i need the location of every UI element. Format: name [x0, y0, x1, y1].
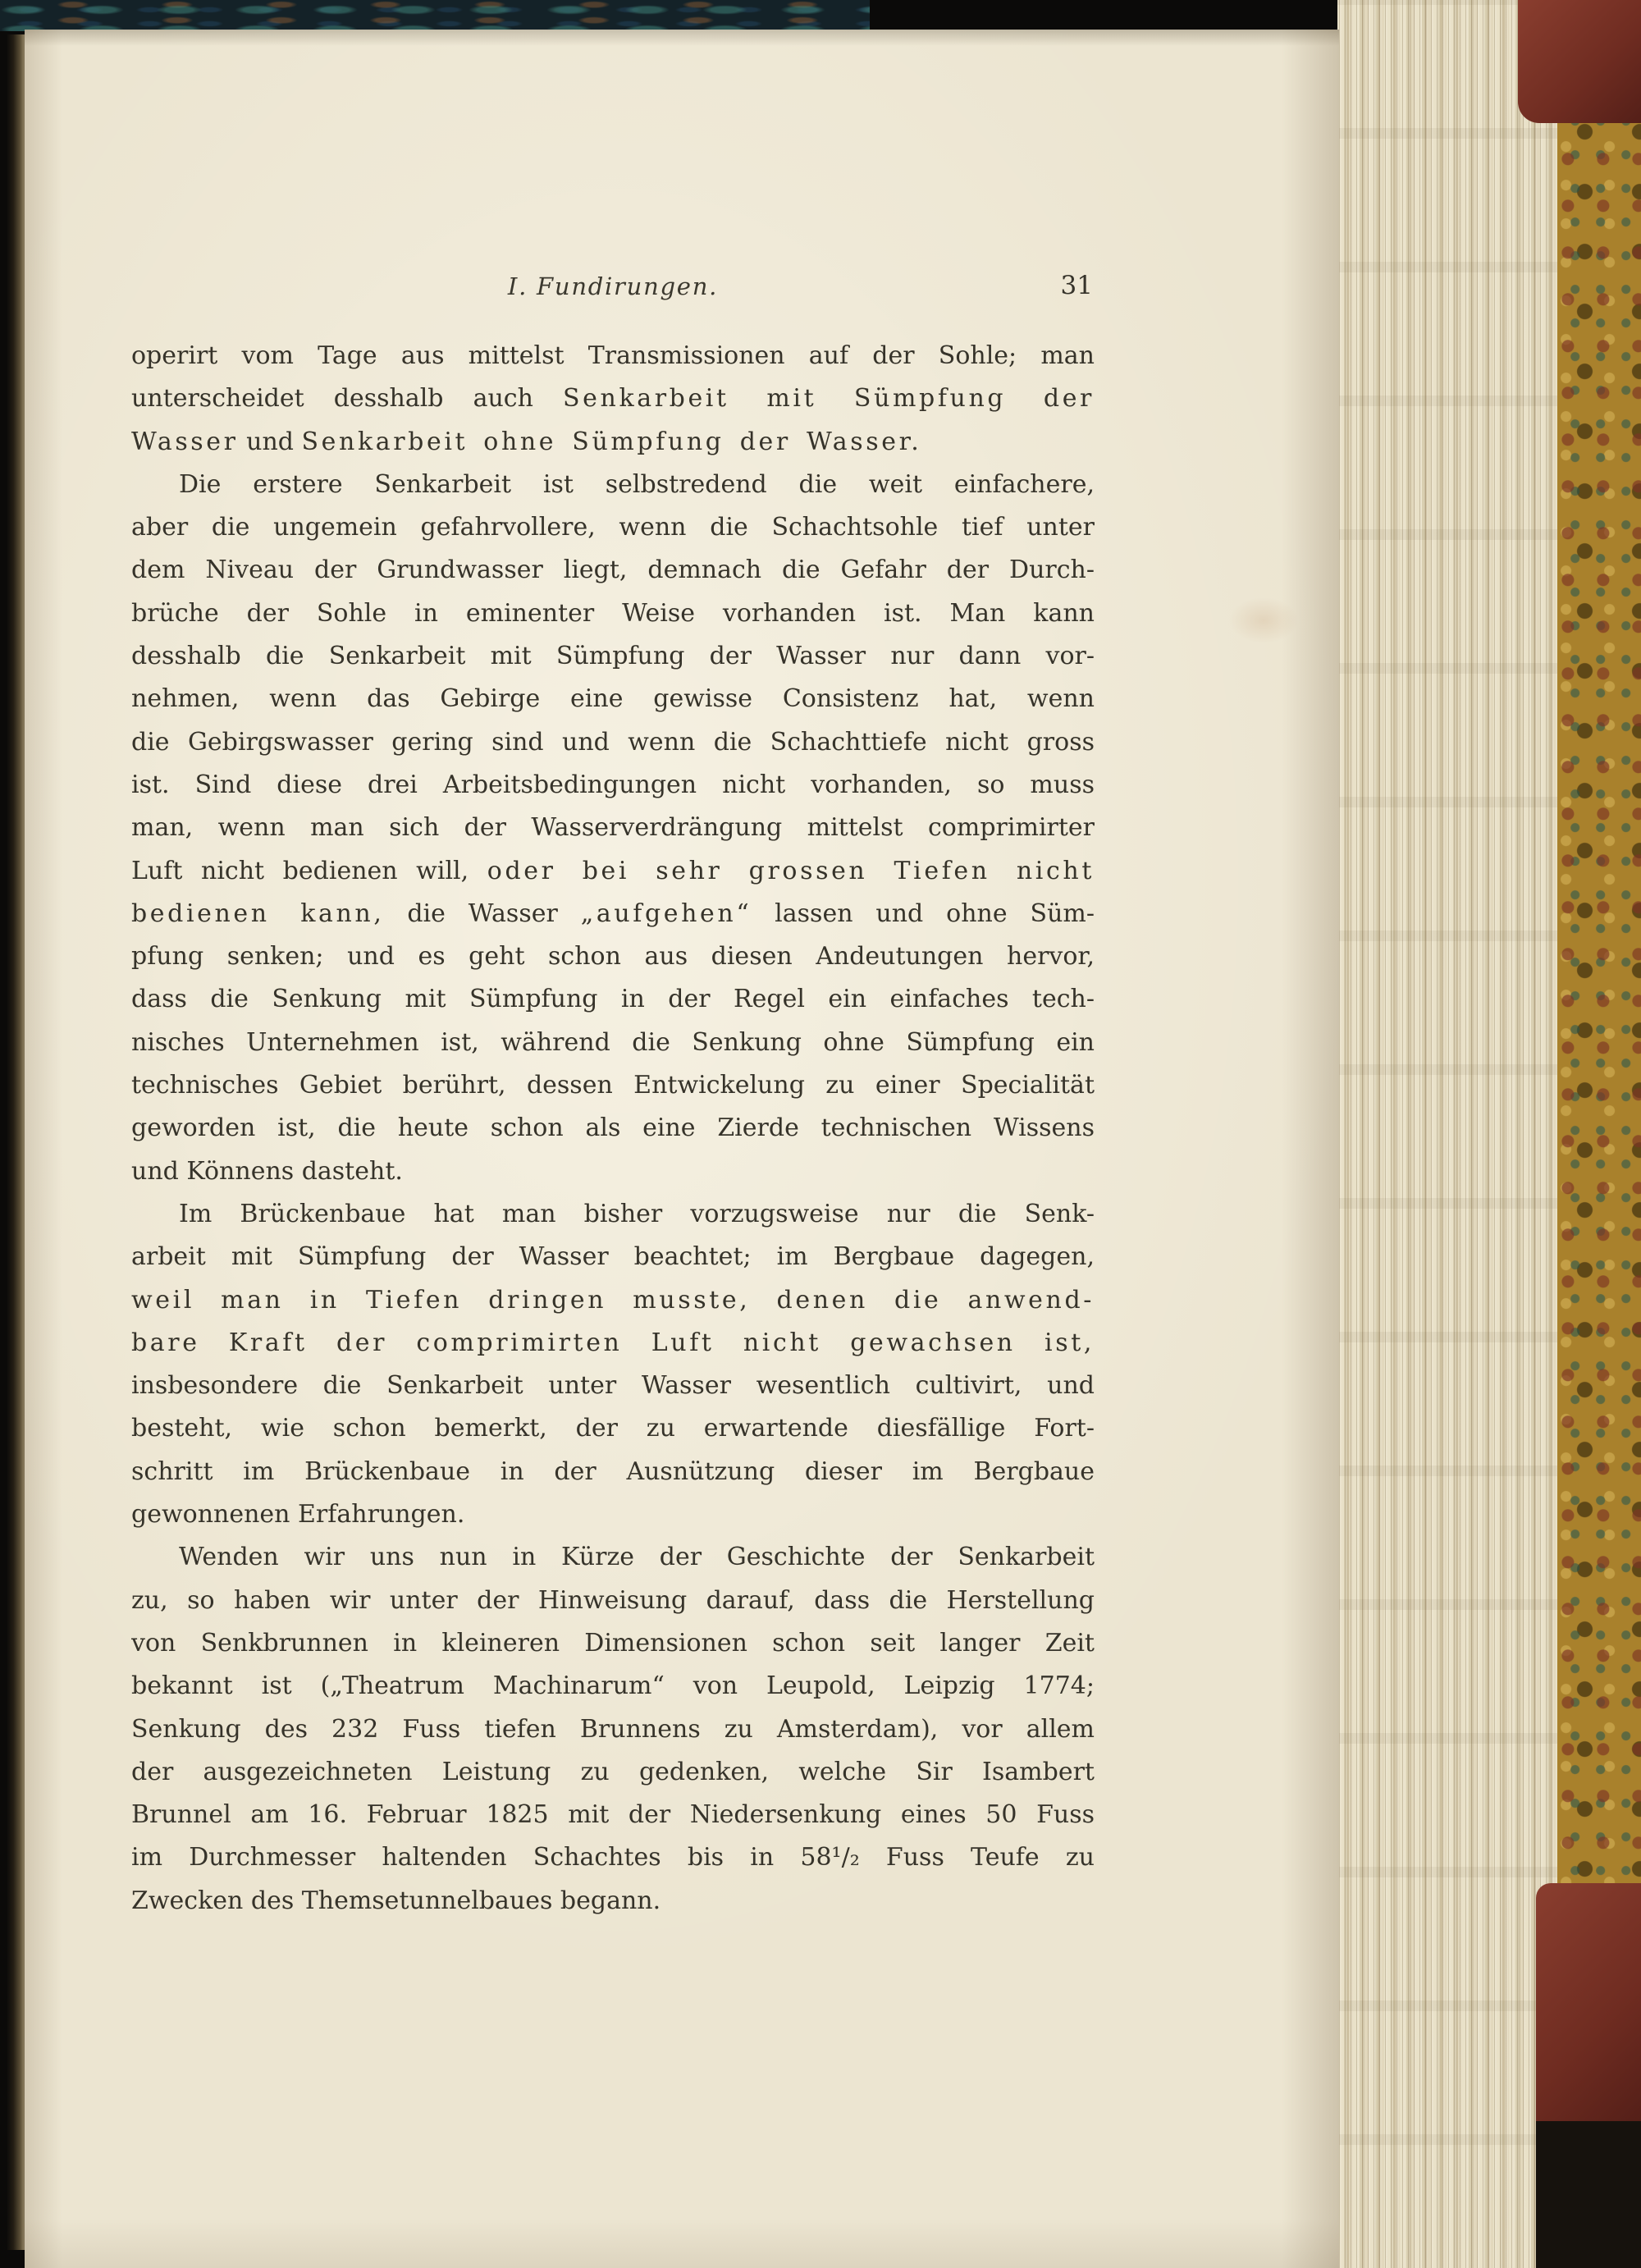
text-segment: der ausgezeichneten Leistung zu gedenken, welche Sir Isambert — [131, 1757, 1095, 1786]
text-line — [131, 1322, 1095, 1365]
text-line — [131, 1407, 1095, 1450]
page-stack-fore-edge — [1337, 0, 1561, 2268]
text-line — [131, 1451, 1095, 1493]
text-line — [131, 592, 1095, 635]
text-line — [131, 1365, 1095, 1407]
text-segment: bekannt ist („Theatrum Machinarum“ von Leupold, Leipzig 1774; — [131, 1671, 1095, 1701]
text-segment: Luft nicht bedienen will, — [131, 856, 487, 885]
text-segment: Zwecken des Themsetunnelbaues begann. — [131, 1886, 661, 1915]
text-line — [131, 335, 1095, 377]
text-segment: Senkung des 232 Fuss tiefen Brunnens zu Amsterdam), vor allem — [131, 1714, 1095, 1744]
left-page-edge — [7, 34, 26, 2250]
text-line — [131, 721, 1095, 764]
cover-shadow-bottom — [1536, 2121, 1641, 2268]
book-top-edge-marbling — [0, 0, 870, 31]
text-line — [131, 1107, 1095, 1150]
letterspaced-text: oder bei sehr grossen Tiefen nicht — [487, 856, 1095, 885]
text-line — [131, 1751, 1095, 1794]
text-segment: und Könnens dasteht. — [131, 1156, 403, 1186]
text-block — [131, 335, 1095, 1923]
text-segment: zu, so haben wir unter der Hinweisung darauf, dass die Herstellung — [131, 1585, 1095, 1615]
text-line — [131, 850, 1095, 893]
text-segment: Wenden wir uns nun in Kürze der Geschichte der Senkarbeit — [179, 1543, 1095, 1572]
text-line — [131, 1622, 1095, 1665]
text-line — [131, 1279, 1095, 1322]
text-line — [131, 1580, 1095, 1622]
text-line — [131, 1022, 1095, 1064]
text-line — [131, 506, 1095, 549]
text-line — [131, 764, 1095, 807]
text-segment: gewonnenen Erfahrungen. — [131, 1500, 465, 1530]
running-header-title: I. Fundirungen. — [507, 272, 719, 300]
paragraph — [131, 1536, 1095, 1923]
text-segment: technisches Gebiet berührt, dessen Entwickelung zu einer Specialität — [131, 1071, 1095, 1100]
leather-spine-bottom — [1536, 1883, 1641, 2123]
text-line — [131, 421, 1095, 464]
text-line — [131, 1665, 1095, 1708]
text-line — [131, 807, 1095, 849]
text-segment: brüche der Sohle in eminenter Weise vorhanden ist. Man kann — [131, 598, 1095, 628]
text-line — [131, 893, 1095, 935]
text-line — [131, 978, 1095, 1021]
text-segment: pfung senken; und es geht schon aus diesen Andeutungen hervor, — [131, 942, 1095, 972]
text-segment: dass die Senkung mit Sümpfung in der Regel ein einfaches tech- — [131, 985, 1095, 1014]
letterspaced-text: Senkarbeit ohne Sümpfung der Wasser. — [301, 427, 922, 456]
text-segment: arbeit mit Sümpfung der Wasser beachtet; im Bergbaue dagegen, — [131, 1242, 1095, 1272]
text-line — [131, 1493, 1095, 1536]
text-segment: operirt vom Tage aus mittelst Transmissionen auf der Sohle; man — [131, 341, 1095, 370]
letterspaced-text: weil man in Tiefen dringen musste, denen die anwend- — [131, 1285, 1095, 1315]
text-segment: nisches Unternehmen ist, während die Senkung ohne Sümpfung ein — [131, 1027, 1095, 1057]
text-line — [131, 464, 1095, 506]
text-line — [131, 377, 1095, 420]
text-segment: aber die ungemein gefahrvollere, wenn die Schachtsohle tief unter — [131, 513, 1095, 542]
text-segment: und — [238, 427, 302, 456]
text-segment: desshalb die Senkarbeit mit Sümpfung der Wasser nur dann vor- — [131, 642, 1095, 671]
text-segment: lassen und ohne Süm- — [752, 899, 1095, 928]
running-header — [131, 272, 1095, 309]
text-segment: ist. Sind diese drei Arbeitsbedingungen nicht vorhanden, so muss — [131, 770, 1095, 799]
text-segment: Brunnel am 16. Februar 1825 mit der Niedersenkung eines 50 Fuss — [131, 1800, 1095, 1830]
text-line — [131, 635, 1095, 678]
text-segment: im Durchmesser haltenden Schachtes bis in 58¹/₂ Fuss Teufe zu — [131, 1843, 1095, 1872]
text-segment: dem Niveau der Grundwasser liegt, demnach die Gefahr der Durch- — [131, 556, 1095, 585]
letterspaced-text: Wasser — [131, 427, 239, 456]
letterspaced-text: bare Kraft der comprimirten Luft nicht gewachsen ist, — [131, 1328, 1095, 1357]
page-number: 31 — [1060, 271, 1093, 300]
text-line — [131, 1064, 1095, 1107]
text-line — [131, 1150, 1095, 1193]
text-line — [131, 549, 1095, 592]
paragraph — [131, 1193, 1095, 1536]
text-segment: geworden ist, die heute schon als eine Zierde technischen Wissens — [131, 1113, 1095, 1143]
text-line — [131, 935, 1095, 978]
text-segment: nehmen, wenn das Gebirge eine gewisse Consistenz hat, wenn — [131, 684, 1095, 714]
text-segment: Im Brückenbaue hat man bisher vorzugsweise nur die Senk- — [179, 1199, 1095, 1228]
text-segment: besteht, wie schon bemerkt, der zu erwartende diesfällige Fort- — [131, 1414, 1095, 1443]
letterspaced-text: bedienen kann, — [131, 899, 385, 928]
text-line — [131, 1536, 1095, 1579]
book-page — [25, 30, 1339, 2268]
text-segment: man, wenn man sich der Wasserverdrängung mittelst comprimirter — [131, 813, 1095, 843]
leather-corner-top — [1518, 0, 1641, 123]
text-segment: insbesondere die Senkarbeit unter Wasser wesentlich cultivirt, und — [131, 1371, 1095, 1401]
text-line — [131, 678, 1095, 720]
text-segment: Die erstere Senkarbeit ist selbstredend die weit einfachere, — [179, 469, 1095, 499]
text-segment: unterscheidet desshalb auch — [131, 384, 564, 414]
text-segment: schritt im Brückenbaue in der Ausnützung dieser im Bergbaue — [131, 1456, 1095, 1486]
text-segment: die Gebirgswasser gering sind und wenn die Schachttiefe nicht gross — [131, 727, 1095, 757]
text-segment: die Wasser — [384, 899, 581, 928]
letterspaced-text: Senkarbeit mit Sümpfung der — [563, 384, 1095, 414]
text-line — [131, 1794, 1095, 1836]
text-line — [131, 1236, 1095, 1278]
text-line — [131, 1880, 1095, 1923]
text-line — [131, 1708, 1095, 1751]
paragraph — [131, 464, 1095, 1193]
letterspaced-text: „aufgehen“ — [580, 899, 752, 928]
text-line — [131, 1193, 1095, 1236]
paragraph — [131, 335, 1095, 464]
text-line — [131, 1836, 1095, 1879]
text-segment: von Senkbrunnen in kleineren Dimensionen schon seit langer Zeit — [131, 1628, 1095, 1658]
